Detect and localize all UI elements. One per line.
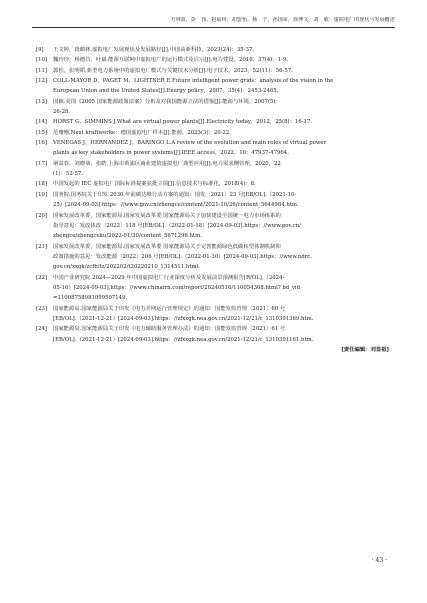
- reference-number: [19]: [36, 191, 47, 198]
- reference-entry: [36, 45, 391, 55]
- reference-entry: [36, 190, 391, 211]
- reference-number: [16]: [36, 140, 47, 147]
- reference-line: [EB/OL].（2021-12-21）[2024-09-03].https：//zfxxgk.nea.gov.cn/2021-12/21/c_1310391369.htm.: [53, 315, 314, 322]
- reference-text: [53, 190, 391, 211]
- reference-entry: [36, 304, 391, 325]
- reference-line: 国颖.美国《2005 国家能源政策法案》分析及对我国能源立法的借鉴[J].能源与环境，2007(5)：: [53, 98, 281, 105]
- reference-text: [53, 304, 391, 325]
- reference-line: 政策措施的意见：发改能源〔2022〕206 号[EB/OL].（2022-01-30）[2024-09-03].https：//www.ndrc.: [53, 253, 312, 260]
- reference-entry: [36, 55, 391, 65]
- reference-line: 05-16）[2024-09-03].https：//www.chinairn.com/report/20240516/110054308.html? bd_vid: [53, 284, 301, 291]
- reference-entry: [36, 138, 391, 159]
- reference-text: [53, 66, 391, 76]
- reference-entry: [36, 242, 391, 273]
- reference-line: 国家发展改革委，国家能源局.国家发展改革委 国家能源局关于完善能源绿色低碳转型体制机制和: [53, 243, 281, 250]
- reference-text: [53, 324, 391, 345]
- running-header: 方林波，彭 伟，赵福林，胡盟怡，杨 子，孙国荣，徐博文，刘 敏：虚拟电厂的现状与发展概述: [170, 17, 395, 23]
- reference-number: [13]: [36, 98, 47, 105]
- reference-number: [24]: [36, 326, 47, 333]
- reference-line: 魏玲玲，杨德昌，叶斌.能源互联网中虚拟电厂的运行模式及启示[J].电力建设，2016，37(4)：1-9.: [53, 57, 289, 64]
- reference-line: 25）[2024-09-03].https：//www.gov.cn/zhengce/content/2021-10/26/content_5644984.htm.: [53, 202, 299, 209]
- reference-text: [53, 138, 391, 159]
- reference-entry: [36, 273, 391, 304]
- reference-text: [53, 242, 391, 273]
- header-rule: [32, 27, 395, 28]
- reference-line: 26-28.: [53, 109, 71, 116]
- reference-number: [9]: [36, 47, 44, 53]
- reference-text: [53, 128, 391, 138]
- reference-text: [53, 97, 391, 118]
- reference-line: 屠益春，刘晓恭，张皓.上海市黄浦区商业建筑虚拟电厂典型应用[J].电力需求侧管理，2020，22: [53, 160, 281, 167]
- reference-text: [53, 159, 391, 180]
- reference-text: [53, 76, 391, 97]
- reference-line: COLL-MAYOR D，PAGET M，LIGHTNER E.Future intelligent power grids：analysis of the vision in the: [53, 78, 334, 85]
- reference-line: European Union and the United States[J].Energy policy，2007，35(4)：2453-2465.: [53, 88, 279, 95]
- reference-entry: [36, 66, 391, 76]
- reference-line: (1)：52-57.: [53, 171, 84, 178]
- reference-entry: [36, 117, 391, 127]
- reference-line: zhengce/zhengceku/2022-01/30/content_5671296.htm.: [53, 233, 202, 240]
- reference-text: [53, 45, 391, 55]
- reference-line: 国家发展改革委，国家能源局.国家发展改革委 国家能源局关于加快建设全国统一电力市场体系的: [53, 212, 281, 219]
- reference-line: [EB/OL].（2021-12-21）[2024-09-03].https：//zfxxgk.nea.gov.cn/2021-12/21/c_1310391161.htm.: [53, 336, 314, 343]
- reference-number: [20]: [36, 212, 47, 219]
- reference-text: [53, 273, 391, 304]
- reference-line: plants as key stakeholders in power systems[J].IEEE access，2022，10：47937-47964.: [53, 150, 289, 157]
- reference-line: 国务院.国务院关于印发 2030 年前碳达峰行动方案的通知：国发〔2021〕23 号[EB/OL].（2021-10-: [53, 191, 297, 198]
- reference-text: [53, 179, 391, 189]
- reference-entry: [36, 97, 391, 118]
- reference-line: VENEGAS J，HERNANDEZ J，BARINGO L.A review of the evolution and main roles of virtual power: [53, 140, 327, 147]
- reference-line: 中国发起的 IEC 虚拟电厂国际标准提案获批立项[J].信息技术与标准化，2018(4)：8.: [53, 181, 256, 188]
- reference-line: 指导意见：发改体改〔2022〕118 号[EB/OL].（2022-01-18）[2024-09-03].https：//www.gov.cn/: [53, 222, 301, 229]
- reference-entry: [36, 324, 391, 345]
- reference-entry: [36, 76, 391, 97]
- reference-line: HORST G，SIMMINS J.What are virtual power plants[J].Electricity today，2012，25(8)：16-17.: [53, 119, 313, 126]
- reference-number: [17]: [36, 160, 47, 167]
- reference-text: [53, 55, 391, 65]
- reference-line: 国家能源局.国家能源局关于印发《电力辅助服务管理办法》的通知：国能发监管规〔2021〕61 号: [53, 326, 286, 333]
- reference-number: [22]: [36, 274, 47, 281]
- reference-number: [14]: [36, 119, 47, 126]
- editor-note: [责任编辑：刘显祖]: [341, 346, 389, 353]
- reference-number: [10]: [36, 57, 47, 64]
- reference-line: gov.cn/xxgk/zcfb/tz/202202/t20220210_1314511.html.: [53, 264, 200, 271]
- page-number: · 43 ·: [371, 557, 387, 564]
- reference-entry: [36, 211, 391, 242]
- reference-entry: [36, 128, 391, 138]
- reference-entry: [36, 159, 391, 180]
- reference-number: [23]: [36, 305, 47, 312]
- reference-line: 范珊珊.Next kraftwerke：德国虚拟电厂样本[J].能源，2023(3)：20-22.: [53, 129, 231, 136]
- reference-text: [53, 117, 391, 127]
- reference-text: [53, 211, 391, 242]
- reference-list: [36, 45, 391, 355]
- reference-line: =11008758981099597149.: [53, 295, 128, 302]
- reference-number: [18]: [36, 181, 47, 188]
- reference-entry: [36, 179, 391, 189]
- reference-line: 郭松，张明韬.新型电力系统中的虚拟电厂模式与关键技术分析[J].电子技术，2023，52(11)：56-57.: [53, 67, 293, 74]
- reference-number: [15]: [36, 129, 47, 136]
- reference-number: [12]: [36, 78, 47, 85]
- reference-line: 中国产业研究院.2024—2029 年中国虚拟电厂行业深度分析及发展前景预测报告[R/OL].（2024-: [53, 274, 285, 281]
- reference-number: [21]: [36, 243, 47, 250]
- reference-line: 王文婷，段鹤林.虚拟电厂发展现状及发展路径[J].中国高新科技，2023(24)：35-37.: [53, 47, 255, 53]
- reference-number: [11]: [36, 67, 47, 74]
- reference-line: 国家能源局.国家能源局关于印发《电力并网运行管理规定》的通知：国能发监管规〔2021〕60 号: [53, 305, 286, 312]
